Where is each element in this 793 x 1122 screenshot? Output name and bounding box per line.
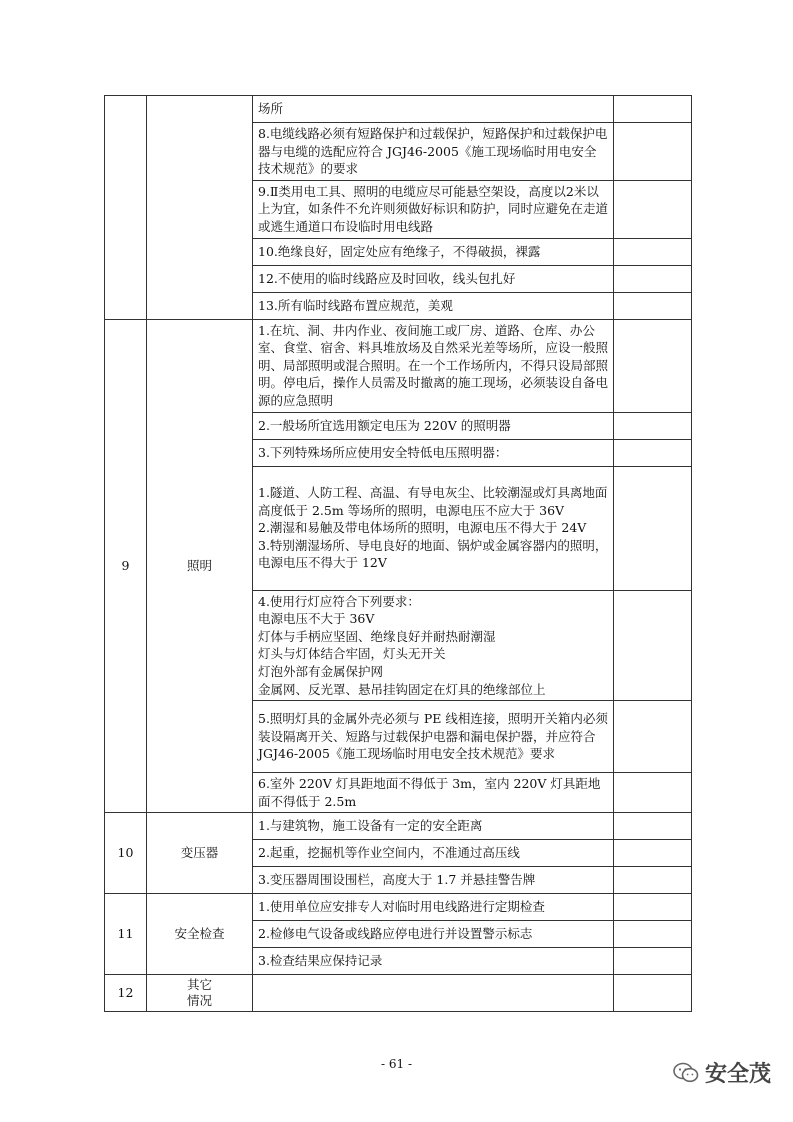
check-result-cell xyxy=(614,412,692,439)
check-result-cell xyxy=(614,96,692,123)
check-result-cell xyxy=(614,238,692,265)
requirement-cell: 3.检查结果应保持记录 xyxy=(253,948,614,975)
check-result-cell xyxy=(614,292,692,319)
item-number-cell: 10 xyxy=(105,813,147,894)
requirement-cell: 8.电缆线路必须有短路保护和过载保护，短路保护和过载保护电器与电缆的选配应符合 JGJ46-2005《施工现场临时用电安全技术规范》的要求 xyxy=(253,123,614,181)
requirement-cell: 1.隧道、人防工程、高温、有导电灰尘、比较潮湿或灯具离地面高度低于 2.5m 等场所的照明，电源电压不应大于 36V 2.潮湿和易触及带电体场所的照明，电源电压不得大于 24V 3.特别潮湿场所、导电良好的地面、锅炉或金属容器内的照明，电源电压不得大于 12V xyxy=(253,466,614,590)
requirements-table xyxy=(104,95,692,1012)
item-name-cell: 照明 xyxy=(147,319,253,813)
item-number-cell: 9 xyxy=(105,319,147,813)
requirement-cell: 3.下列特殊场所应使用安全特低电压照明器： xyxy=(253,439,614,466)
check-result-cell xyxy=(614,773,692,813)
requirement-cell: 5.照明灯具的金属外壳必须与 PE 线相连接，照明开关箱内必须装设隔离开关、短路与过载保护电器和漏电保护器，并应符合 JGJ46-2005《施工现场临时用电安全技术规范》要求 xyxy=(253,701,614,773)
check-result-cell xyxy=(614,439,692,466)
item-number-cell xyxy=(105,96,147,320)
watermark-text: 安全茂 xyxy=(704,1062,771,1087)
requirement-cell: 10.绝缘良好，固定处应有绝缘子，不得破损，裸露 xyxy=(253,238,614,265)
requirement-cell: 2.起重，挖掘机等作业空间内，不准通过高压线 xyxy=(253,840,614,867)
requirement-cell: 1.使用单位应安排专人对临时用电线路进行定期检查 xyxy=(253,894,614,921)
check-result-cell xyxy=(614,948,692,975)
check-result-cell xyxy=(614,975,692,1012)
check-result-cell xyxy=(614,123,692,181)
check-result-cell xyxy=(614,813,692,840)
requirement-cell: 6.室外 220V 灯具距地面不得低于 3m，室内 220V 灯具距地面不得低于 2.5m xyxy=(253,773,614,813)
check-result-cell xyxy=(614,840,692,867)
requirement-cell: 1.与建筑物，施工设备有一定的安全距离 xyxy=(253,813,614,840)
requirement-cell xyxy=(253,975,614,1012)
wechat-icon xyxy=(673,1062,699,1084)
check-result-cell xyxy=(614,466,692,590)
page-number: - 61 - xyxy=(380,1057,412,1071)
check-result-cell xyxy=(614,701,692,773)
requirement-cell: 4.使用行灯应符合下列要求： 电源电压不大于 36V 灯体与手柄应坚固、绝缘良好并耐热耐潮湿 灯头与灯体结合牢固，灯头无开关 灯泡外部有金属保护网 金属网、反光罩、悬吊挂钩固定在灯具的绝缘部位上 xyxy=(253,590,614,701)
item-number-cell: 12 xyxy=(105,975,147,1012)
check-result-cell xyxy=(614,180,692,238)
check-result-cell xyxy=(614,894,692,921)
requirement-cell: 3.变压器周围设围栏，高度大于 1.7 并悬挂警告牌 xyxy=(253,867,614,894)
table-row xyxy=(105,96,692,123)
requirement-cell: 1.在坑、洞、井内作业、夜间施工或厂房、道路、仓库、办公室、食堂、宿舍、料具堆放场及自然采光差等场所，应设一般照明、局部照明或混合照明。在一个工作场所内，不得只设局部照明。停电后，操作人员需及时撤离的施工现场，必须装设自备电源的应急照明 xyxy=(253,319,614,412)
requirement-cell: 2.一般场所宜选用额定电压为 220V 的照明器 xyxy=(253,412,614,439)
requirement-cell: 2.检修电气设备或线路应停电进行并设置警示标志 xyxy=(253,921,614,948)
table-row xyxy=(105,975,692,1012)
check-result-cell xyxy=(614,590,692,701)
check-result-cell xyxy=(614,319,692,412)
table-row xyxy=(105,894,692,921)
item-number-cell: 11 xyxy=(105,894,147,975)
check-result-cell xyxy=(614,921,692,948)
item-name-cell: 变压器 xyxy=(147,813,253,894)
requirement-cell: 9.Ⅱ类用电工具、照明的电缆应尽可能悬空架设，高度以2米以上为宜，如条件不允许则须做好标识和防护，同时应避免在走道或逃生通道口布设临时用电线路 xyxy=(253,180,614,238)
table-row xyxy=(105,813,692,840)
item-name-cell: 其它 情况 xyxy=(147,975,253,1012)
requirement-cell: 场所 xyxy=(253,96,614,123)
table-row xyxy=(105,319,692,412)
watermark xyxy=(673,1057,771,1088)
check-result-cell xyxy=(614,265,692,292)
item-name-cell xyxy=(147,96,253,320)
requirement-cell: 13.所有临时线路布置应规范，美观 xyxy=(253,292,614,319)
item-name-cell: 安全检查 xyxy=(147,894,253,975)
requirement-cell: 12.不使用的临时线路应及时回收，线头包扎好 xyxy=(253,265,614,292)
check-result-cell xyxy=(614,867,692,894)
